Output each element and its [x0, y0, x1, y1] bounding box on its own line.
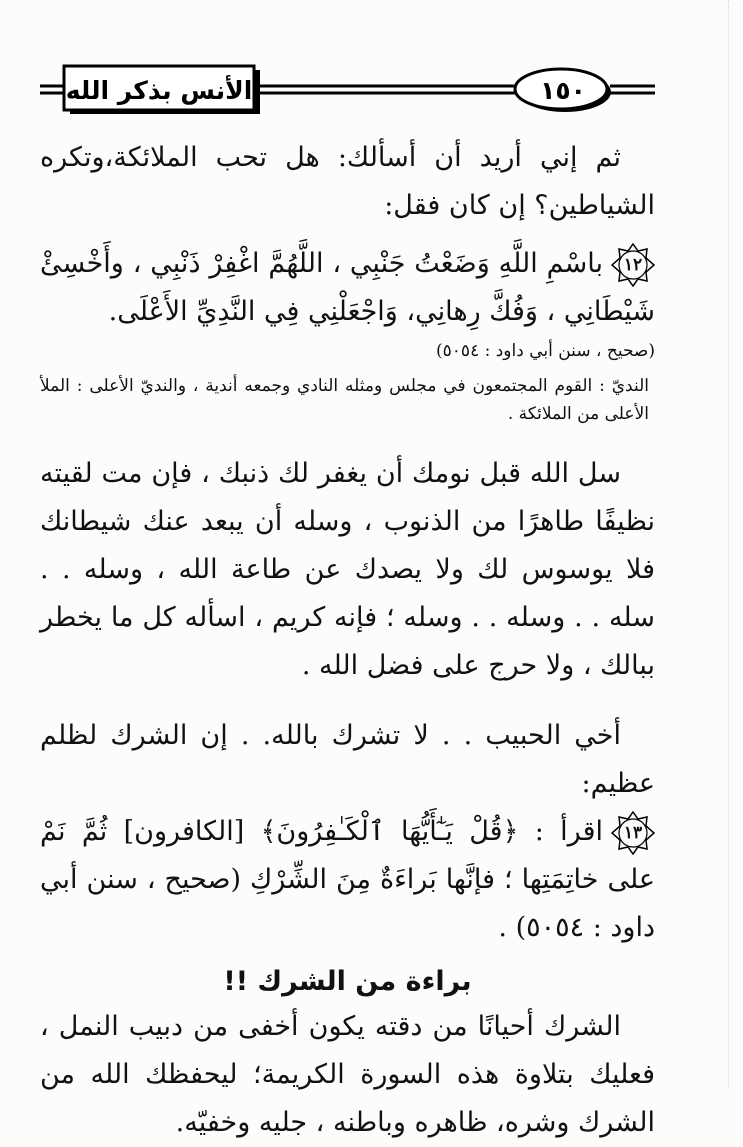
footnote: النديّ : القوم المجتمعون في مجلس ومثله النادي وجمعه أندية ، والنديّ الأعلى : الملأ الأعلى من الملائكة . — [40, 376, 649, 424]
closing-paragraph: الشرك أحيانًا من دقته يكون أخفى من دبيب النمل ، فعليك بتلاوة هذه السورة الكريمة؛ ليحفظك الله من الشرك وشره، ظاهره وباطنه ، جليه وخفيّه. — [40, 1011, 655, 1138]
body-paragraph-2: أخي الحبيب . . لا تشرك بالله. . إن الشرك لظلم عظيم: — [40, 720, 655, 799]
dua-text: باسْمِ اللَّهِ وَضَعْتُ جَنْبِي ، اللَّهُمَّ اغْفِرْ ذَنْبِي ، وأَخْسِئْ شَيْطَانِي ، وَفُكَّ رِهانِي، وَاجْعَلْنِي فِي النَّدِيِّ الأَعْلَى. — [40, 248, 655, 327]
dua-text-13: اقرأ : ﴿قُلْ يَـٰٓأَيُّهَا ٱلْكَـٰفِرُونَ﴾ [الكافرون] ثُمَّ نَمْ على خاتِمَتِها ؛ فإنَّها بَراءَةٌ مِنَ الشِّرْكِ (صحيح ، سنن أبي داود : ٥٠٥٤) . — [40, 816, 655, 943]
dua-number: ١٣ — [623, 822, 643, 843]
intro-paragraph: ثم إني أريد أن أسألك: هل تحب الملائكة،وتكره الشياطين؟ إن كان فقل: — [40, 142, 655, 221]
dua-12-block — [40, 240, 655, 336]
dua-13-block — [40, 808, 655, 952]
dua-number-badge — [611, 243, 655, 287]
hadith-source: (صحيح ، سنن أبي داود : ٥٠٥٤) — [436, 341, 655, 361]
page-number: ١٥٠ — [540, 75, 586, 105]
section-heading: براءة من الشرك !! — [223, 966, 472, 997]
book-title: الأنس بذكر الله — [65, 75, 253, 105]
dua-number: ١٢ — [623, 254, 643, 275]
body-paragraph: سل الله قبل نومك أن يغفر لك ذنبك ، فإن مت لقيته نظيفًا طاهرًا من الذنوب ، وسله أن يبعد عنك شيطانك فلا يوسوس لك ولا يصدك عن طاعة الله ، وسله . . سله . . وسله . . وسله ؛ فإنه كريم ، اسأله كل ما يخطر ببالك ، ولا حرج على فضل الله . — [40, 458, 655, 681]
page-header — [0, 0, 743, 130]
margin-guide — [728, 0, 729, 1088]
dua-number-badge-13 — [611, 811, 655, 855]
page-body — [40, 134, 655, 1147]
